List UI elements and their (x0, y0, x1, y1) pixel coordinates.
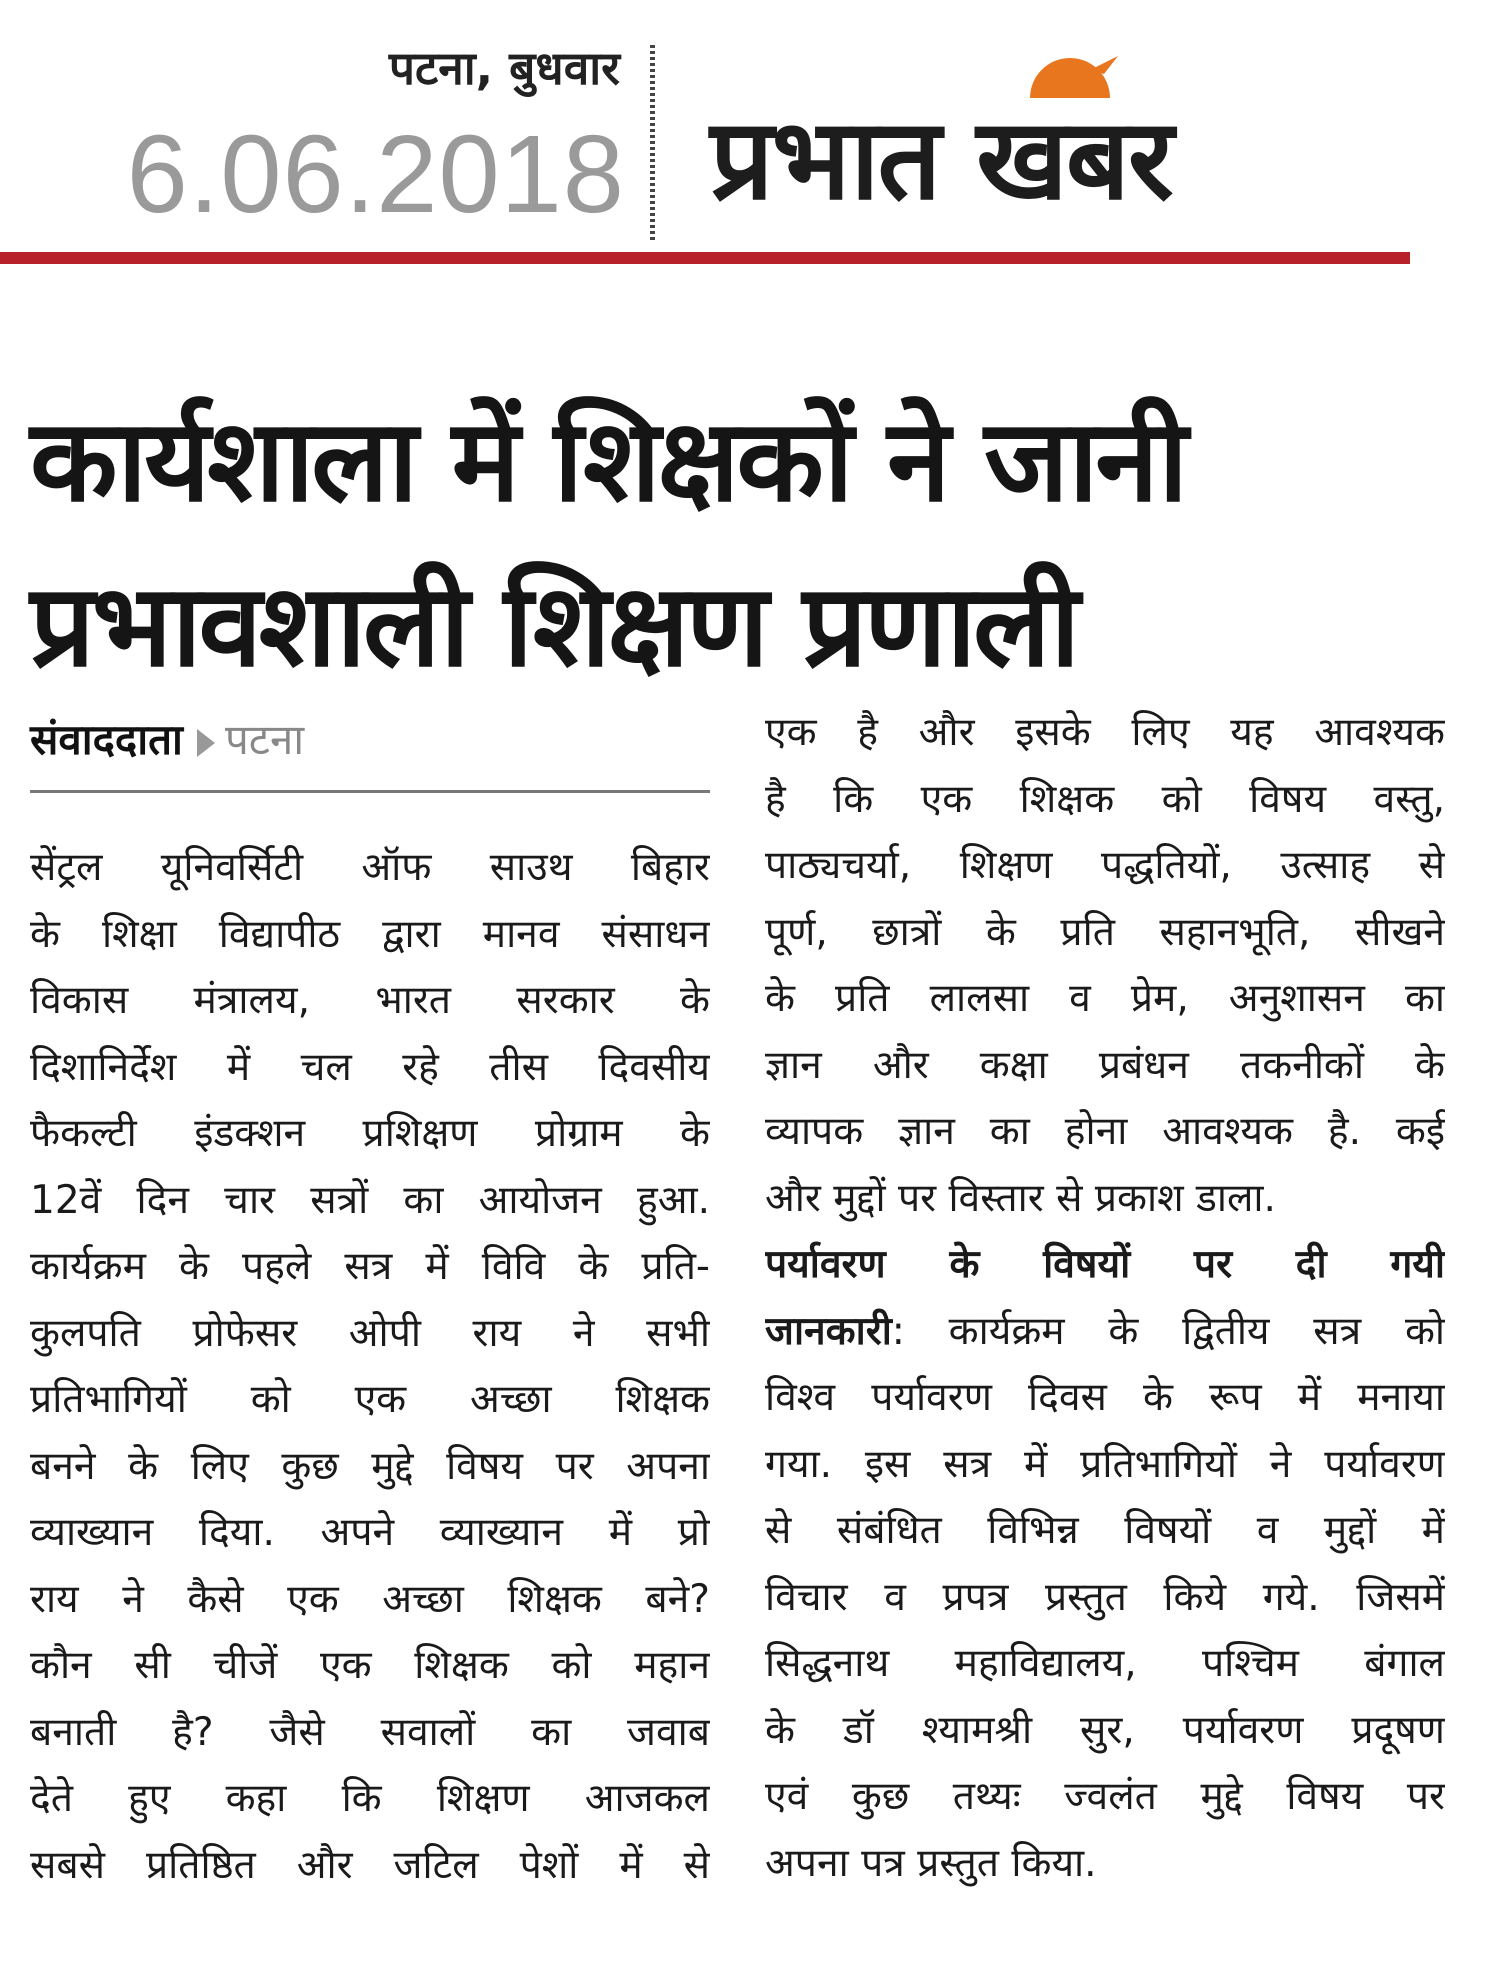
article-line: विश्व पर्यावरण दिवस के रूप में मनाया (765, 1375, 1445, 1420)
article-line: देते हुए कहा कि शिक्षण आजकल (30, 1776, 710, 1821)
article-line: अपना पत्र प्रस्तुत किया. (765, 1840, 1097, 1886)
article-line: 12वें दिन चार सत्रों का आयोजन हुआ. (30, 1177, 710, 1223)
article-line: के डॉ श्यामश्री सुर, पर्यावरण प्रदूषण (765, 1707, 1445, 1753)
subhead-line-2 (765, 1299, 1445, 1366)
article-line: के शिक्षा विद्यापीठ द्वारा मानव संसाधन (30, 911, 710, 957)
article-line: व्याख्यान दिया. अपने व्याख्यान में प्रो (30, 1510, 710, 1555)
byline-location: पटना (224, 715, 305, 764)
article-line: सेंट्रल यूनिवर्सिटी ऑफ साउथ बिहार (30, 845, 710, 890)
byline-rule (30, 790, 710, 793)
play-arrow-icon (197, 729, 215, 757)
dateline-city-day: पटना, बुधवार (388, 41, 620, 95)
article-line: ज्ञान और कक्षा प्रबंधन तकनीकों के (765, 1042, 1445, 1088)
headline-line-2: प्रभावशाली शिक्षण प्रणाली (30, 559, 1077, 692)
article-line: प्रतिभागियों को एक अच्छा शिक्षक (30, 1377, 710, 1422)
article-line: कार्यक्रम के पहले सत्र में विवि के प्रति- (30, 1244, 710, 1289)
subhead-line-1: पर्यावरण के विषयों पर दी गयी (765, 1242, 1445, 1287)
article-line: गया. इस सत्र में प्रतिभागियों ने पर्यावरण (765, 1441, 1445, 1487)
article-line: एवं कुछ तथ्यः ज्वलंत मुद्दे विषय पर (765, 1774, 1445, 1819)
article-headline (30, 378, 1460, 708)
article-line: एक है और इसके लिए यह आवश्यक (765, 710, 1445, 755)
headline-line-1: कार्यशाला में शिक्षकों ने जानी (30, 394, 1186, 527)
article-line: विकास मंत्रालय, भारत सरकार के (30, 978, 710, 1023)
article-line: बनने के लिए कुछ मुद्दे विषय पर अपना (30, 1443, 710, 1489)
article-line: पाठ्यचर्या, शिक्षण पद्धतियों, उत्साह से (765, 843, 1445, 888)
article-line: के प्रति लालसा व प्रेम, अनुशासन का (765, 976, 1445, 1021)
article-line: और मुद्दों पर विस्तार से प्रकाश डाला. (765, 1175, 1276, 1221)
article-column-right (765, 700, 1445, 1897)
masthead (0, 0, 1488, 270)
article-line: कुलपति प्रोफेसर ओपी राय ने सभी (30, 1310, 710, 1356)
rising-sun-logo-icon (1020, 48, 1120, 100)
article-line: फैकल्टी इंडक्शन प्रशिक्षण प्रोग्राम के (30, 1111, 710, 1156)
article-line: बनाती है? जैसे सवालों का जवाब (30, 1709, 710, 1755)
article-line: कौन सी चीजें एक शिक्षक को महान (30, 1643, 710, 1688)
byline-reporter: संवाददाता (30, 715, 183, 764)
masthead-red-rule (0, 252, 1410, 264)
article-line: दिशानिर्देश में चल रहे तीस दिवसीय (30, 1044, 710, 1090)
article-line: से संबंधित विभिन्न विषयों व मुद्दों में (765, 1508, 1445, 1553)
article-line: व्यापक ज्ञान का होना आवश्यक है. कई (765, 1109, 1445, 1154)
article-column-left (30, 835, 710, 1899)
article-line: सबसे प्रतिष्ठित और जटिल पेशों में से (30, 1842, 710, 1888)
subhead-bold-word: जानकारी (765, 1308, 892, 1354)
byline (30, 700, 710, 780)
subhead-line-2-rest: : कार्यक्रम के द्वितीय सत्र को (891, 1308, 1445, 1354)
dateline-date: 6.06.2018 (126, 113, 625, 236)
article-line: विचार व प्रपत्र प्रस्तुत किये गये. जिसमें (765, 1574, 1445, 1620)
article-line: पूर्ण, छात्रों के प्रति सहानभूति, सीखने (765, 909, 1445, 955)
article-line: है कि एक शिक्षक को विषय वस्तु, (765, 776, 1445, 822)
masthead-divider (650, 45, 655, 240)
article-line: राय ने कैसे एक अच्छा शिक्षक बने? (30, 1576, 710, 1622)
newspaper-logo: प्रभात खबर (710, 95, 1172, 225)
article-line: सिद्धनाथ महाविद्यालय, पश्चिम बंगाल (765, 1641, 1445, 1686)
